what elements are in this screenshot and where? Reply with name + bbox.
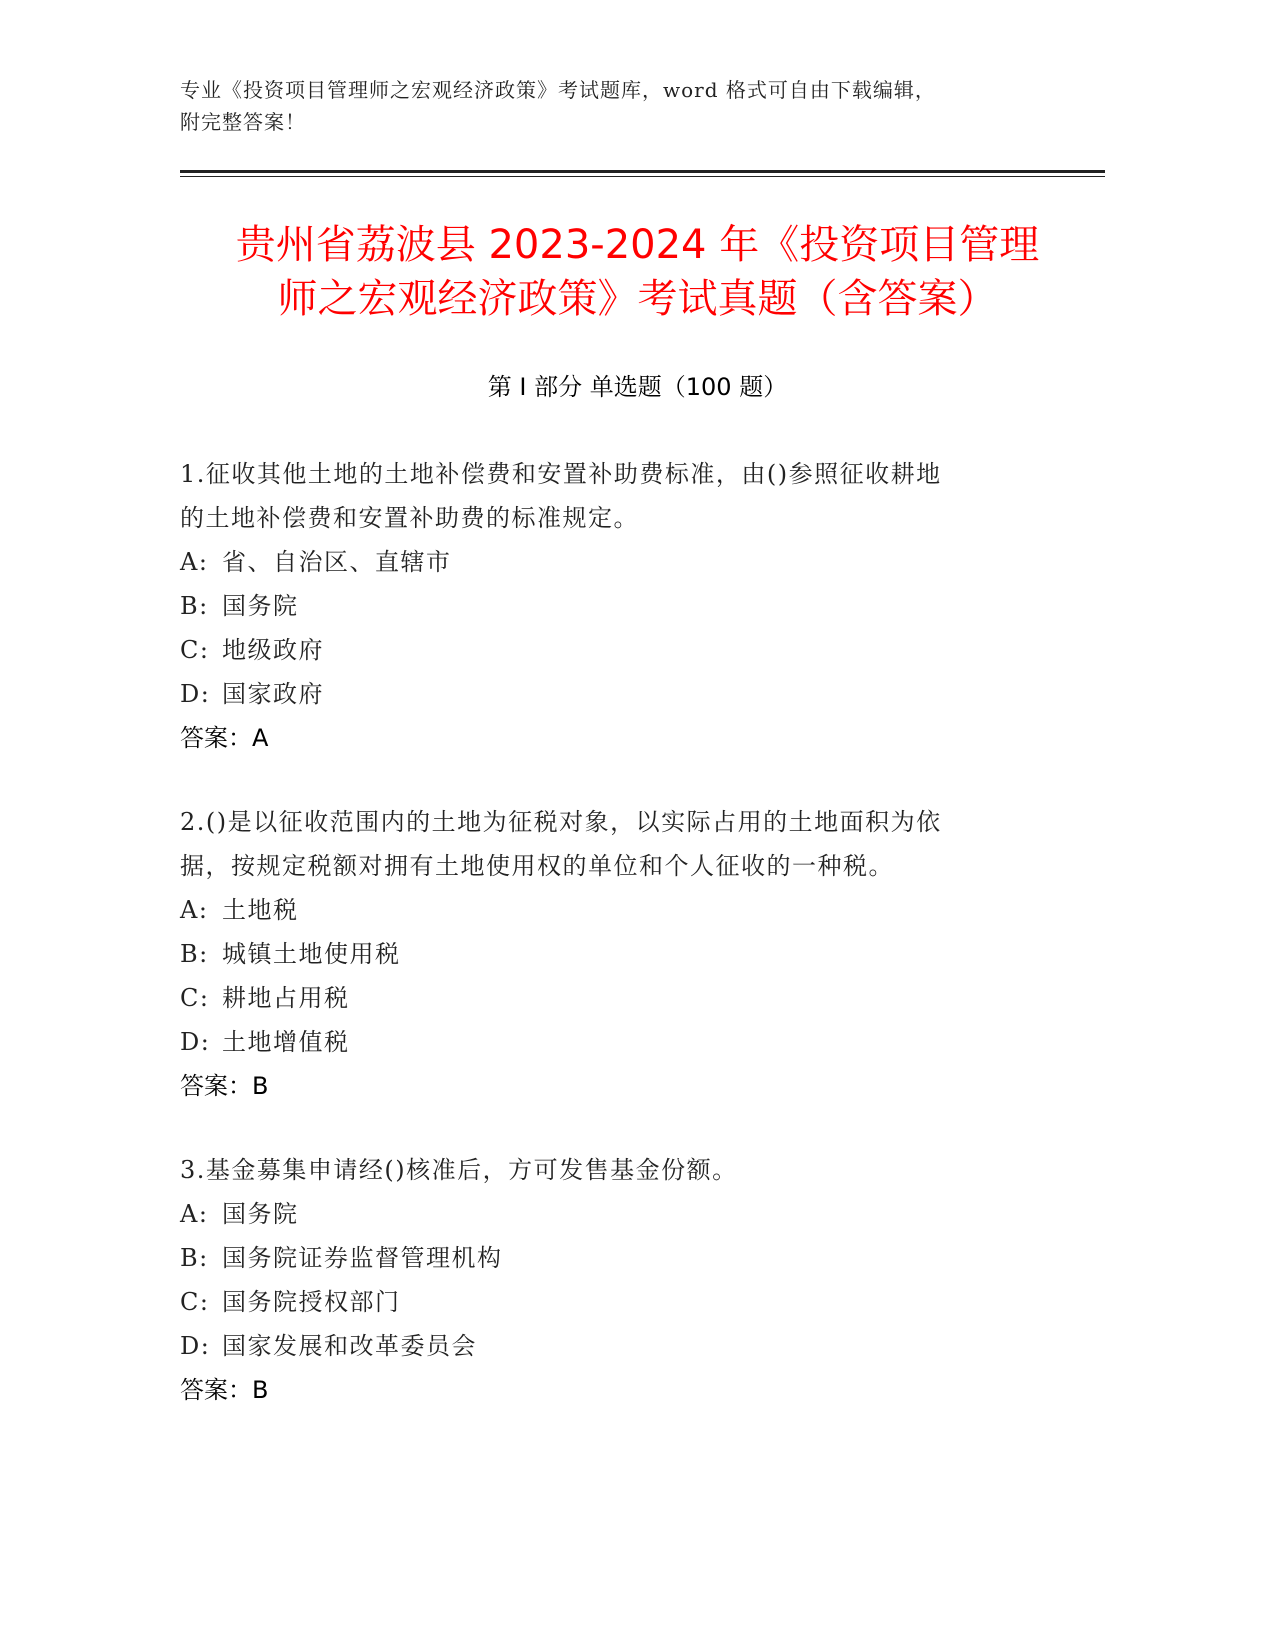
header-note-line: 附完整答案！ (180, 110, 306, 134)
option-a (180, 888, 1050, 932)
option-b (180, 584, 1050, 628)
option-d (180, 1020, 1050, 1064)
option-d (180, 672, 1050, 716)
answer-line: 答案：B (180, 1376, 269, 1404)
option-text: 耕地占用税 (222, 984, 350, 1012)
option-key: A: (180, 548, 209, 576)
option-text: 国务院授权部门 (222, 1288, 401, 1316)
option-text: 省、自治区、直辖市 (222, 548, 452, 576)
question-stem-line: 据，按规定税额对拥有土地使用权的单位和个人征收的一种税。 (180, 852, 894, 880)
option-key: C: (180, 636, 210, 664)
question-item (180, 452, 1050, 760)
option-text: 国家政府 (222, 680, 324, 708)
option-text: 城镇土地使用税 (222, 940, 401, 968)
answer-line: 答案：A (180, 724, 269, 752)
question-stem (180, 1148, 1050, 1192)
header-note (180, 74, 1060, 138)
question-item (180, 800, 1050, 1108)
document-title-line: 师之宏观经济政策》考试真题（含答案） (277, 276, 998, 322)
option-key: C: (180, 1288, 210, 1316)
question-stem-line: 3.基金募集申请经()核准后，方可发售基金份额。 (180, 1156, 738, 1184)
option-c (180, 628, 1050, 672)
section-heading: 第 I 部分 单选题（100 题） (487, 373, 788, 401)
option-key: D: (180, 680, 211, 708)
document-title (150, 218, 1125, 326)
header-divider (180, 170, 1105, 173)
option-text: 国务院 (222, 592, 299, 620)
option-text: 地级政府 (222, 636, 324, 664)
header-note-line: 专业《投资项目管理师之宏观经济政策》考试题库，word 格式可自由下载编辑， (180, 78, 936, 102)
header-divider-thin (180, 176, 1105, 177)
option-c (180, 1280, 1050, 1324)
option-c (180, 976, 1050, 1020)
option-text: 国务院 (222, 1200, 299, 1228)
option-text: 土地增值税 (222, 1028, 350, 1056)
document-title-line: 贵州省荔波县 2023-2024 年《投资项目管理 (235, 222, 1040, 268)
option-key: B: (180, 592, 209, 620)
question-stem-line: 的土地补偿费和安置补助费的标准规定。 (180, 504, 639, 532)
option-key: A: (180, 896, 209, 924)
option-text: 土地税 (222, 896, 299, 924)
question-item (180, 1148, 1050, 1412)
option-key: D: (180, 1332, 211, 1360)
option-b (180, 1236, 1050, 1280)
option-text: 国务院证券监督管理机构 (222, 1244, 503, 1272)
option-b (180, 932, 1050, 976)
question-stem-line: 2.()是以征收范围内的土地为征税对象，以实际占用的土地面积为依 (180, 808, 942, 836)
option-key: C: (180, 984, 210, 1012)
option-a (180, 1192, 1050, 1236)
option-key: D: (180, 1028, 211, 1056)
question-stem-line: 1.征收其他土地的土地补偿费和安置补助费标准，由()参照征收耕地 (180, 460, 942, 488)
option-key: A: (180, 1200, 209, 1228)
option-key: B: (180, 1244, 209, 1272)
option-key: B: (180, 940, 209, 968)
question-stem (180, 452, 1050, 540)
question-stem (180, 800, 1050, 888)
option-text: 国家发展和改革委员会 (222, 1332, 477, 1360)
option-a (180, 540, 1050, 584)
answer-line: 答案：B (180, 1072, 269, 1100)
option-d (180, 1324, 1050, 1368)
